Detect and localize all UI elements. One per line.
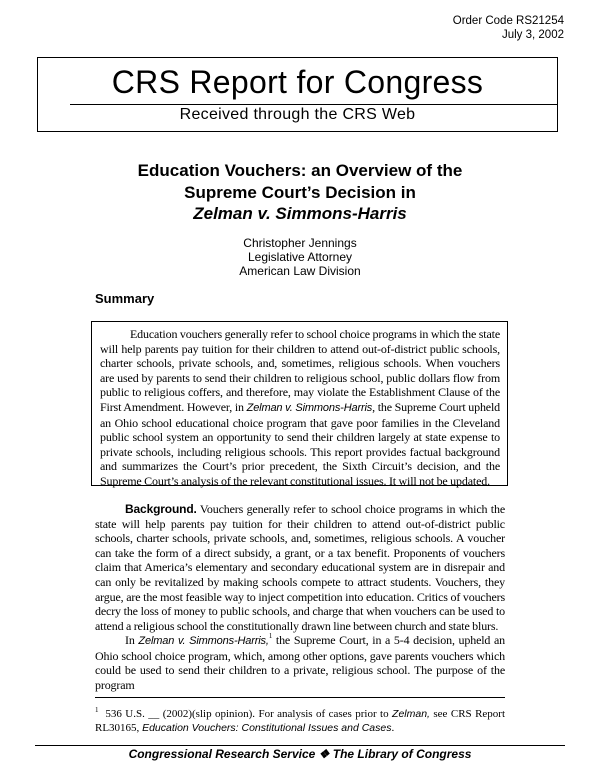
summary-text-part: , the Supreme Court upheld an Ohio school educational choice program that gave poor families in the Cleveland public school system an opportunity to send their children largely at state expense to private schools, including religious schools. This report provides factual background and summarizes the Court’s prior precedent, the Sixth Circuit’s decision, and the Supreme Court’s analysis of the relevant constitutional issues. It will not be updated.	[100, 399, 500, 488]
header-divider	[70, 104, 557, 105]
case-name: Zelman,	[392, 708, 430, 720]
report-header-box	[37, 57, 558, 132]
summary-box	[91, 321, 508, 486]
order-code: Order Code RS21254	[452, 15, 564, 27]
summary-heading: Summary	[95, 291, 155, 306]
author-division: American Law Division	[239, 264, 361, 278]
footer-divider	[35, 745, 565, 746]
report-series-title: CRS Report for Congress	[111, 64, 484, 100]
document-title	[60, 160, 540, 225]
footnote-divider	[95, 697, 505, 698]
footnote-ref[interactable]: 1	[268, 632, 273, 640]
case-name: Zelman v. Simmons-Harris,	[138, 635, 269, 647]
author-name: Christopher Jennings	[243, 236, 357, 250]
footnote-text: 536 U.S. __ (2002)(slip opinion). For analysis of cases prior to	[105, 708, 393, 720]
summary-text-part: Education vouchers generally refer to school choice programs in which the state will help parents pay tuition for their children to attend out-of-district public schools, charter schools, private schools, and, sometimes, religious schools. When vouchers are used by parents to send their children to religious school, public dollars flow from public to religious coffers, and therefore, may violate the Establishment Clause of the First Amendment. However, in	[100, 327, 500, 414]
footnote-number: 1	[95, 706, 99, 714]
paragraph-text: the Supreme Court, in a 5-4 decision, upheld an Ohio school choice program, which, among other options, gave parents vouchers which could be used to send their children to a private, religious school. The purpose of the program	[95, 633, 506, 692]
author-role: Legislative Attorney	[247, 250, 353, 264]
background-paragraph	[95, 502, 505, 633]
footnote-text: .	[391, 722, 395, 734]
title-line: Supreme Court’s Decision in	[184, 182, 416, 202]
footnote	[95, 707, 505, 735]
case-paragraph	[95, 633, 505, 692]
background-text: Vouchers generally refer to school choice programs in which the state will help parents pay tuition for their children to attend out-of-district public schools, charter schools, private schools, and, sometimes, religious schools. A voucher can take the form of a direct subsidy, a grant, or a tax benefit. Proponents of vouchers claim that America’s elementary and secondary educational system are in disrepair and can only be revitalized by making schools compete to attract students. Vouchers, they argue, are the most feasible way to inject competition into education. Critics of vouchers decry the loss of money to public schools, and charge that when vouchers can be used to attend a religious school the constitutionally drawn line between church and state blurs.	[95, 502, 505, 633]
order-code-block	[453, 14, 564, 42]
title-line: Education Vouchers: an Overview of the	[137, 161, 463, 180]
title-case-name: Zelman v. Simmons-Harris	[193, 204, 407, 223]
background-label: Background.	[125, 502, 197, 516]
report-date: July 3, 2002	[501, 29, 564, 41]
footnote-text: see CRS Report RL30165,	[95, 708, 506, 734]
footer-text: Congressional Research Service ❖ The Library of Congress	[128, 747, 472, 761]
case-name: Zelman v. Simmons-Harris	[246, 401, 373, 414]
author-block	[100, 236, 500, 278]
report-series-subtitle: Received through the CRS Web	[179, 106, 416, 123]
paragraph-text: In	[125, 633, 139, 647]
summary-text	[100, 327, 500, 489]
report-title: Education Vouchers: Constitutional Issues and Cases	[142, 722, 392, 734]
